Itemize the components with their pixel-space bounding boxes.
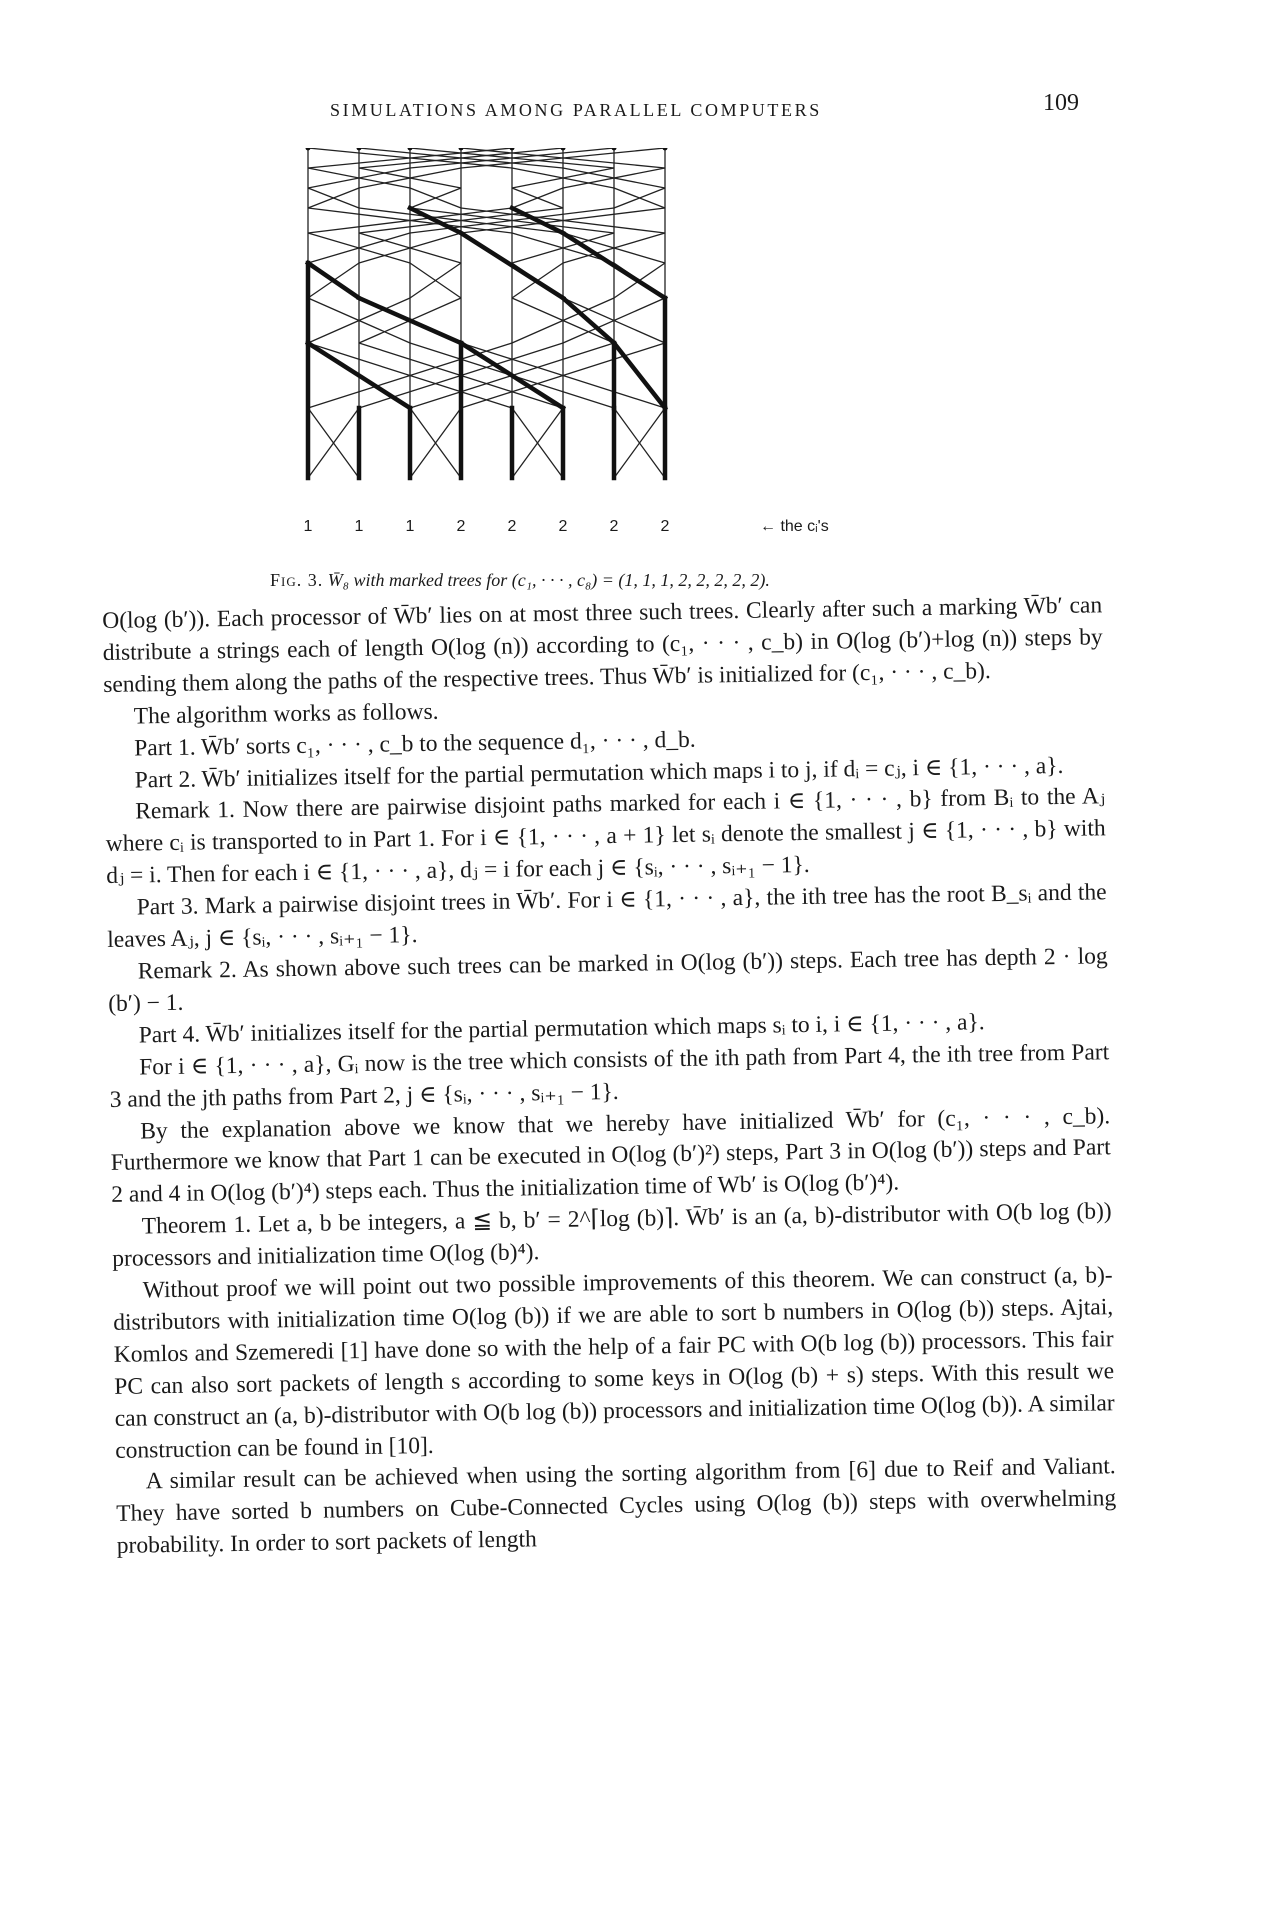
paragraph: Remark 2. As shown above such trees can be marked in O(log (b′)) steps. Each tree has depth 2 · log (b′) − 1. — [108, 943, 1108, 1017]
paragraph: Without proof we will point out two possible improvements of this theorem. We can construct (a, b)-distributors with initialization time O(log (b)) if we are able to sort b numbers in O(log (b)) steps. Ajtai, Komlos and Szemeredi [1] have done so with the help of a fair PC with O(b log (b)) processors. This fair PC can also sort packets of length s according to some keys in O(log (b) + s) steps. With this result we can construct an (a, b)-distributor with O(b log (b)) processors and initialization time O(log (b)). A similar construction can be found in [10]. — [113, 1262, 1115, 1464]
paragraph: By the explanation above we know that we hereby have initialized W̄b′ for (c₁, · · · , c_b). Furthermore we know that Part 1 can be executed in O(log (b′)²) steps, Part 3 in O(log (b′)) steps and Part 2 and 4 in O(log (b′)⁴) steps each. Thus the initialization time of Wb′ is O(log (b′)⁴). — [110, 1102, 1111, 1209]
figure-caption — [270, 570, 1070, 591]
network-node — [663, 148, 668, 151]
leaf-label: 2 — [507, 518, 517, 535]
marked-tree-edge — [563, 298, 614, 343]
paragraph: Part 4. W̄b′ initializes itself for the partial permutation which maps sᵢ to i, i ∈ {1, · · · , a}. — [138, 1008, 985, 1049]
leaf-label: 2 — [456, 518, 466, 535]
page-number: 109 — [1043, 90, 1079, 116]
network-node — [510, 148, 515, 151]
leaf-label: 2 — [660, 518, 670, 535]
paragraph: A similar result can be achieved when using the sorting algorithm from [6] due to Reif and Valiant. They have sorted b numbers on Cube-Connected Cycles using O(log (b)) steps with overwhelming probability. In order to sort packets of length — [116, 1453, 1117, 1560]
leaf-label: 2 — [558, 518, 568, 535]
leaf-label: 1 — [405, 518, 415, 535]
page-header — [0, 78, 1264, 118]
network-node — [357, 148, 362, 151]
running-head: SIMULATIONS AMONG PARALLEL COMPUTERS — [330, 100, 822, 120]
caption-text: W̄₈ with marked trees for (c₁, · · · , c₈) = (1, 1, 1, 2, 2, 2, 2, 2). — [327, 570, 770, 590]
paragraph: O(log (b′)). Each processor of W̄b′ lies on at most three such trees. Clearly after such a marking W̄b′ can distribute a strings each of length O(log (n)) according to (c₁, · · · , c_b) in O(log (b′)+log (n)) steps by sending them along the paths of the respective trees. Thus W̄b′ is initialized for (c₁, · · · , c_b). — [102, 592, 1103, 698]
network-node — [306, 148, 311, 151]
marked-tree-edge — [614, 343, 665, 408]
paragraph: For i ∈ {1, · · · , a}, Gᵢ now is the tree which consists of the ith path from Part 4, the ith tree from Part 3 and the jth paths from Part 2, j ∈ {sᵢ, · · · , sᵢ₊₁ − 1}. — [109, 1038, 1110, 1113]
caption-lead: Fig. 3. — [270, 570, 324, 590]
network-node — [561, 148, 566, 151]
figure-3 — [150, 148, 1110, 548]
theorem-1: Theorem 1. Let a, b be integers, a ≦ b, b′ = 2^⌈log (b)⌉. W̄b′ is an (a, b)-distributor with O(b log (b)) processors and initialization time O(log (b)⁴). — [112, 1198, 1112, 1273]
paragraph: Part 2. W̄b′ initializes itself for the partial permutation which maps i to j, if dᵢ = cⱼ, i ∈ {1, · · · , a}. — [134, 752, 1064, 794]
paragraph: The algorithm works as follows. — [133, 698, 439, 730]
paragraph: Part 3. Mark a pairwise disjoint trees in W̄b′. For i ∈ {1, · · · , a}, the ith tree has the root B_sᵢ and the leaves Aⱼ, j ∈ {sᵢ, · · · , sᵢ₊₁ − 1}. — [107, 879, 1107, 954]
leaf-annotation: ← the cᵢ's — [760, 518, 829, 535]
leaf-label: 1 — [303, 518, 313, 535]
leaf-label: 2 — [609, 518, 619, 535]
paragraph: Part 1. W̄b′ sorts c₁, · · · , c_b to the sequence d₁, · · · , d_b. — [134, 726, 696, 762]
leaf-label: 1 — [354, 518, 364, 535]
butterfly-network-diagram — [150, 148, 1110, 548]
paragraph: Remark 1. Now there are pairwise disjoint paths marked for each i ∈ {1, · · · , b} from Bᵢ to the Aⱼ where cᵢ is transported to in Part 1. For i ∈ {1, · · · , a + 1} let sᵢ denote the smallest j ∈ {1, · · · , b} with dⱼ = i. Then for each i ∈ {1, · · · , a}, dⱼ = i for each j ∈ {sᵢ, · · · , sᵢ₊₁ − 1}. — [105, 783, 1106, 890]
network-node — [612, 148, 617, 151]
network-node — [408, 148, 413, 151]
body-text — [102, 590, 1117, 1563]
network-node — [459, 148, 464, 151]
